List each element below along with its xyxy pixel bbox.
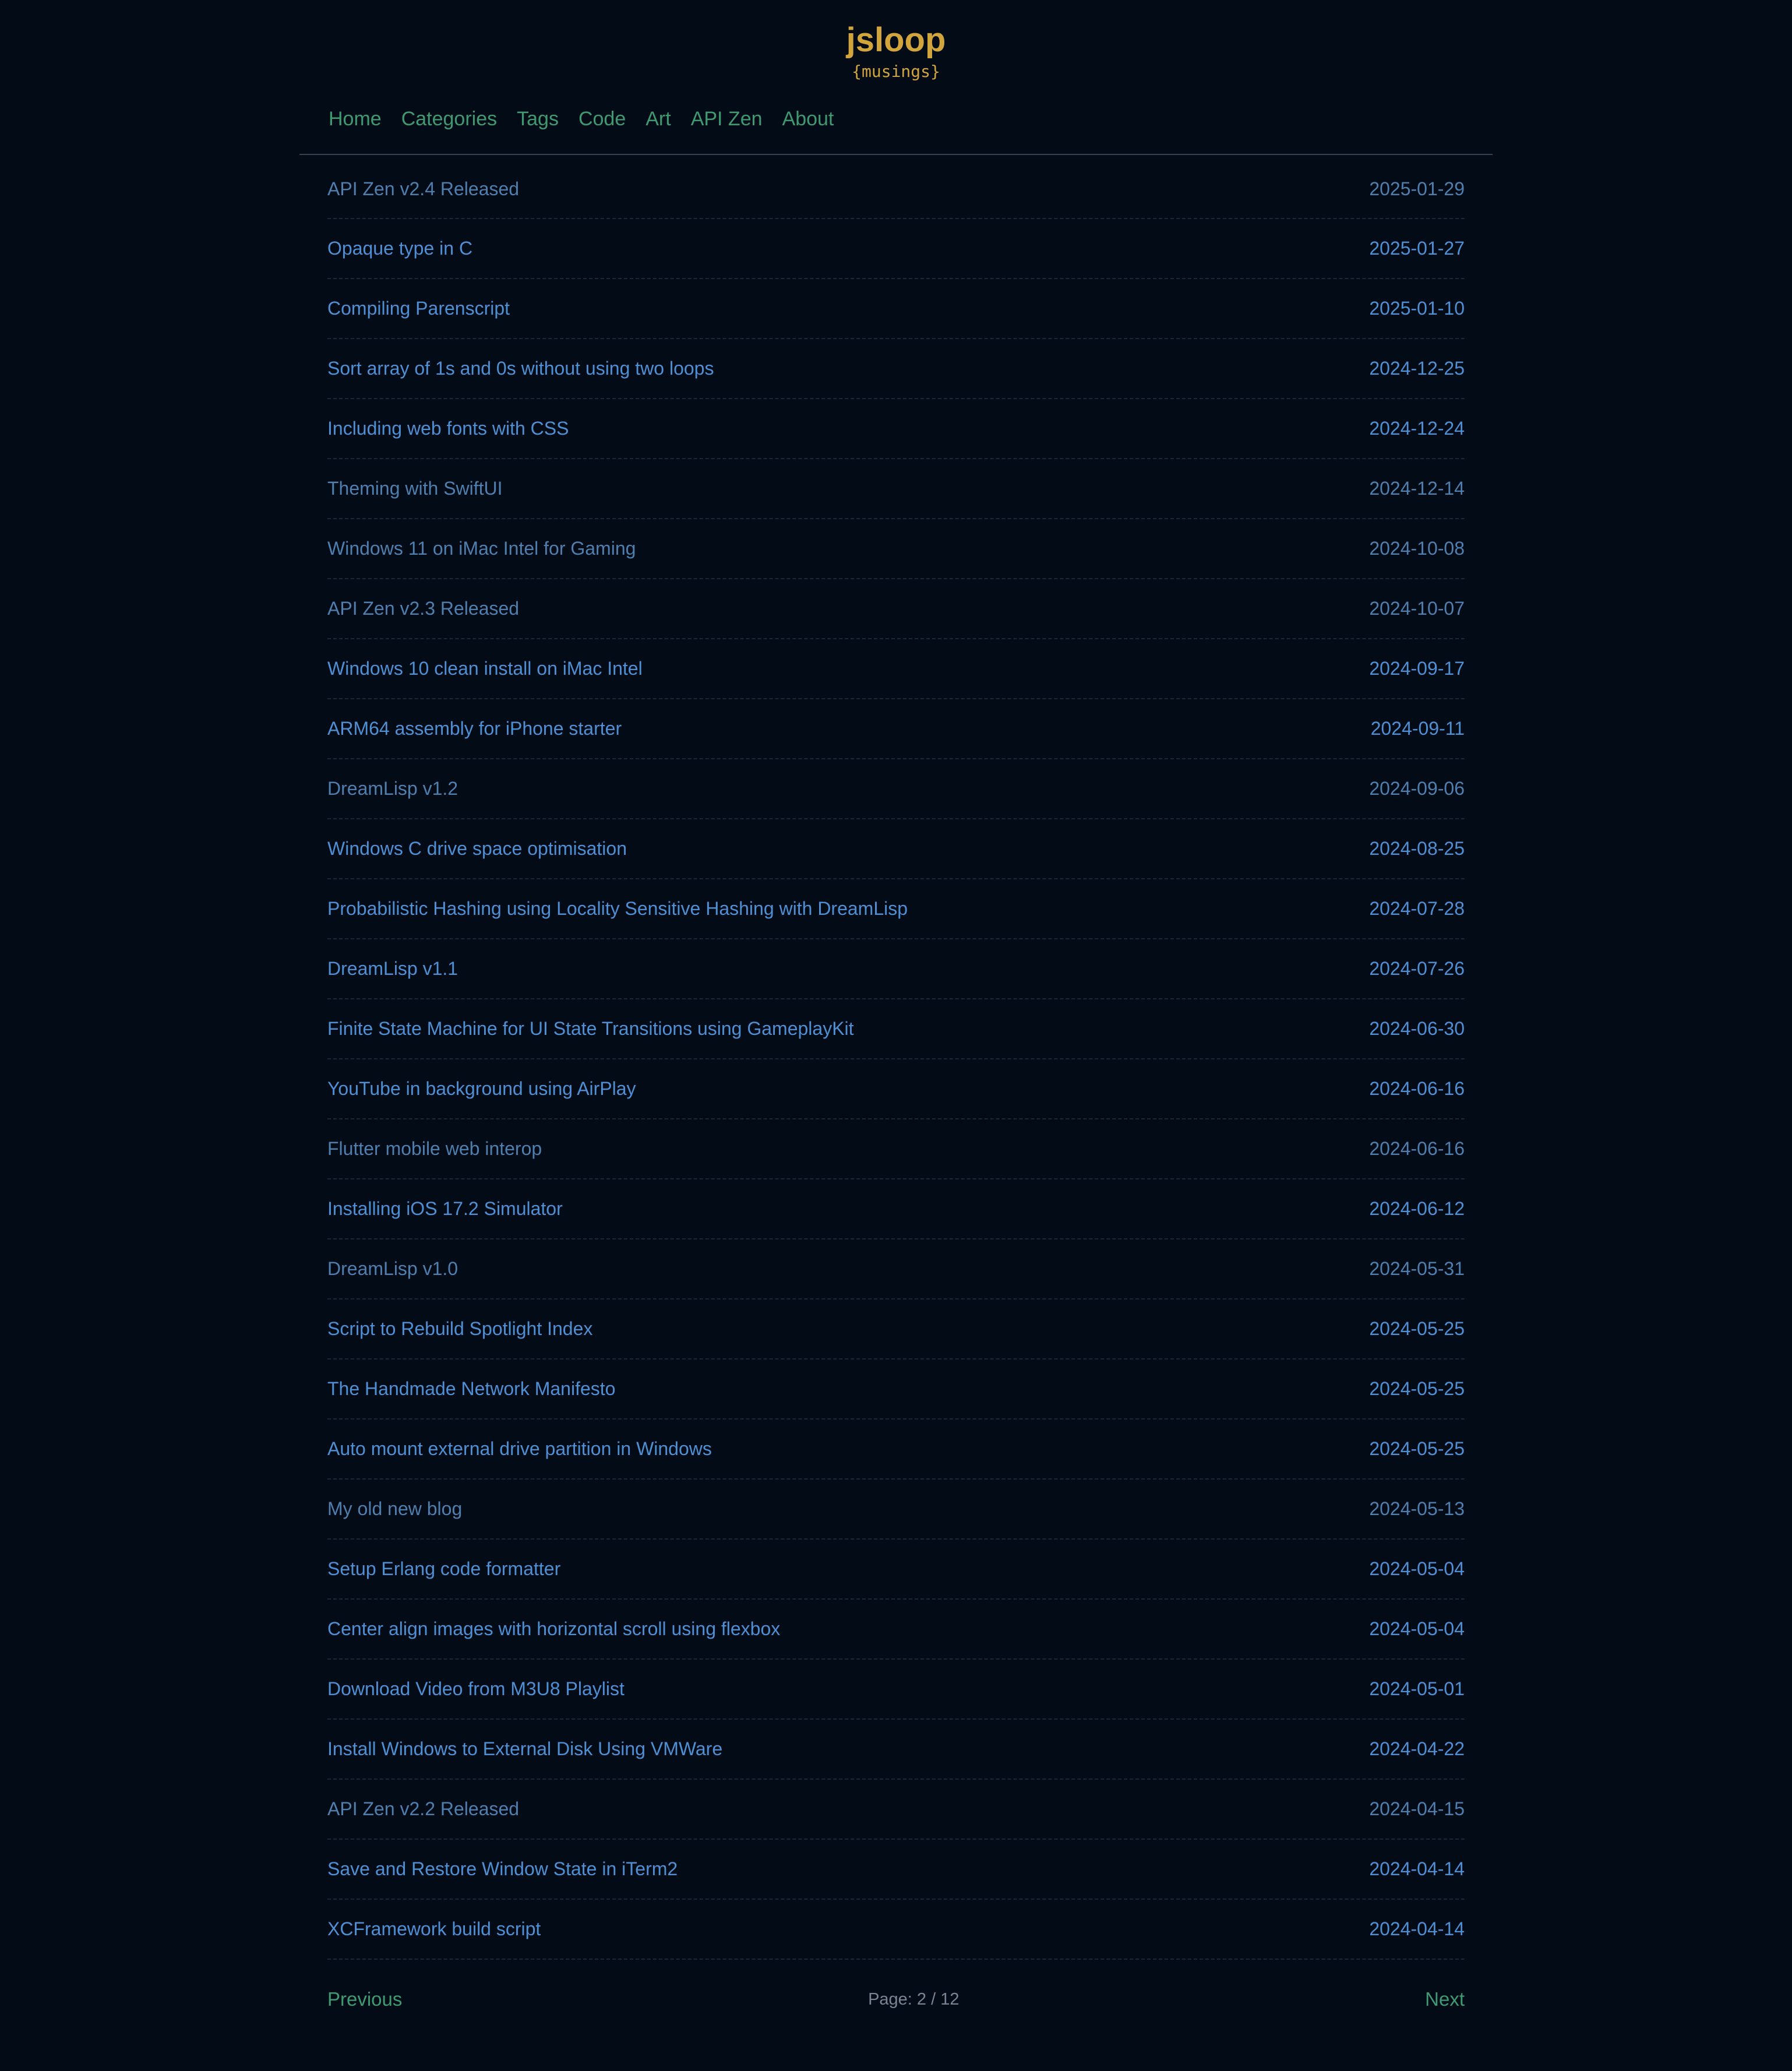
post-list-item [327, 1720, 1465, 1780]
post-title-link[interactable]: DreamLisp v1.2 [327, 778, 458, 799]
post-date: 2024-06-30 [1369, 1018, 1465, 1039]
post-list-item [327, 1420, 1465, 1480]
post-list-item [327, 879, 1465, 939]
post-list [299, 155, 1493, 1960]
post-date: 2024-04-14 [1369, 1858, 1465, 1879]
post-list-item [327, 939, 1465, 999]
nav-item-code[interactable]: Code [578, 107, 626, 130]
post-date: 2024-05-25 [1369, 1438, 1465, 1459]
post-title-link[interactable]: Theming with SwiftUI [327, 478, 503, 499]
post-list-item [327, 1179, 1465, 1239]
post-date: 2024-09-11 [1370, 718, 1465, 739]
post-list-item [327, 1059, 1465, 1119]
post-title-link[interactable]: Opaque type in C [327, 238, 473, 259]
pagination [299, 1982, 1493, 2017]
nav-item-categories[interactable]: Categories [401, 107, 498, 130]
post-date: 2024-04-15 [1369, 1798, 1465, 1819]
post-title-link[interactable]: Auto mount external drive partition in Windows [327, 1438, 712, 1459]
post-list-item [327, 699, 1465, 759]
post-list-item [327, 819, 1465, 879]
post-title-link[interactable]: Windows 10 clean install on iMac Intel [327, 658, 643, 679]
post-title-link[interactable]: DreamLisp v1.0 [327, 1258, 458, 1279]
post-date: 2024-05-01 [1369, 1678, 1465, 1699]
post-list-item [327, 219, 1465, 279]
post-title-link[interactable]: XCFramework build script [327, 1918, 541, 1939]
post-title-link[interactable]: API Zen v2.4 Released [327, 178, 520, 199]
post-date: 2024-05-04 [1369, 1558, 1465, 1579]
post-title-link[interactable]: Flutter mobile web interop [327, 1138, 542, 1159]
post-title-link[interactable]: Installing iOS 17.2 Simulator [327, 1198, 563, 1219]
post-list-item [327, 1780, 1465, 1840]
post-list-item [327, 1239, 1465, 1299]
nav-item-api-zen[interactable]: API Zen [690, 107, 763, 130]
next-page-link[interactable]: Next [1425, 1988, 1465, 2010]
nav-item-art[interactable]: Art [645, 107, 671, 130]
post-date: 2024-07-28 [1369, 898, 1465, 919]
post-title-link[interactable]: My old new blog [327, 1498, 463, 1519]
post-list-item [327, 1119, 1465, 1179]
post-date: 2024-04-14 [1369, 1918, 1465, 1939]
post-list-item [327, 1480, 1465, 1540]
post-date: 2024-05-25 [1369, 1378, 1465, 1399]
post-list-item [327, 339, 1465, 399]
site-subtitle: {musings} [852, 62, 940, 81]
page-container [299, 0, 1493, 2017]
site-header [299, 0, 1493, 82]
post-date: 2025-01-10 [1369, 298, 1465, 319]
post-title-link[interactable]: DreamLisp v1.1 [327, 958, 458, 979]
post-title-link[interactable]: Probabilistic Hashing using Locality Sensitive Hashing with DreamLisp [327, 898, 908, 919]
post-list-item [327, 399, 1465, 459]
post-date: 2024-06-12 [1369, 1198, 1465, 1219]
post-date: 2024-05-25 [1369, 1318, 1465, 1339]
post-list-item [327, 1840, 1465, 1900]
post-title-link[interactable]: Setup Erlang code formatter [327, 1558, 561, 1579]
nav-item-tags[interactable]: Tags [517, 107, 559, 130]
post-title-link[interactable]: Script to Rebuild Spotlight Index [327, 1318, 593, 1339]
nav-item-about[interactable]: About [782, 107, 834, 130]
post-date: 2024-07-26 [1369, 958, 1465, 979]
post-list-item [327, 759, 1465, 819]
post-list-item [327, 1900, 1465, 1960]
post-list-item [327, 279, 1465, 339]
post-date: 2024-12-24 [1369, 418, 1465, 439]
main-nav [299, 103, 1493, 135]
post-date: 2024-10-08 [1369, 538, 1465, 559]
post-list-item [327, 519, 1465, 579]
post-title-link[interactable]: API Zen v2.3 Released [327, 598, 520, 619]
site-title[interactable]: jsloop [846, 21, 946, 59]
post-list-item [327, 579, 1465, 639]
post-title-link[interactable]: Install Windows to External Disk Using VMWare [327, 1738, 723, 1759]
post-date: 2024-06-16 [1369, 1078, 1465, 1099]
post-title-link[interactable]: Sort array of 1s and 0s without using two loops [327, 358, 714, 379]
post-title-link[interactable]: Compiling Parenscript [327, 298, 510, 319]
post-list-item [327, 1660, 1465, 1720]
post-date: 2024-09-06 [1369, 778, 1465, 799]
post-list-item [327, 1359, 1465, 1420]
post-title-link[interactable]: API Zen v2.2 Released [327, 1798, 520, 1819]
post-list-item [327, 155, 1465, 219]
post-date: 2024-04-22 [1369, 1738, 1465, 1759]
post-list-item [327, 459, 1465, 519]
post-list-item [327, 1600, 1465, 1660]
post-date: 2024-12-14 [1369, 478, 1465, 499]
previous-page-link[interactable]: Previous [327, 1988, 403, 2010]
post-list-item [327, 1299, 1465, 1359]
post-date: 2024-06-16 [1369, 1138, 1465, 1159]
post-date: 2024-10-07 [1369, 598, 1465, 619]
post-list-item [327, 639, 1465, 699]
post-list-item [327, 999, 1465, 1059]
post-title-link[interactable]: Finite State Machine for UI State Transitions using GameplayKit [327, 1018, 854, 1039]
post-title-link[interactable]: Download Video from M3U8 Playlist [327, 1678, 625, 1699]
post-list-item [327, 1540, 1465, 1600]
post-date: 2024-05-13 [1369, 1498, 1465, 1519]
post-date: 2024-12-25 [1369, 358, 1465, 379]
page-indicator: Page: 2 / 12 [868, 1989, 960, 2009]
post-date: 2024-08-25 [1369, 838, 1465, 859]
post-date: 2024-05-31 [1369, 1258, 1465, 1279]
nav-item-home[interactable]: Home [329, 107, 382, 130]
post-date: 2025-01-27 [1369, 238, 1465, 259]
post-date: 2024-05-04 [1369, 1618, 1465, 1639]
post-title-link[interactable]: Including web fonts with CSS [327, 418, 569, 439]
post-title-link[interactable]: ARM64 assembly for iPhone starter [327, 718, 622, 739]
post-title-link[interactable]: Center align images with horizontal scroll using flexbox [327, 1618, 781, 1639]
post-title-link[interactable]: Windows C drive space optimisation [327, 838, 627, 859]
post-date: 2024-09-17 [1369, 658, 1465, 679]
post-title-link[interactable]: The Handmade Network Manifesto [327, 1378, 616, 1399]
post-title-link[interactable]: Windows 11 on iMac Intel for Gaming [327, 538, 636, 559]
post-date: 2025-01-29 [1369, 178, 1465, 199]
post-title-link[interactable]: YouTube in background using AirPlay [327, 1078, 636, 1099]
post-title-link[interactable]: Save and Restore Window State in iTerm2 [327, 1858, 678, 1879]
